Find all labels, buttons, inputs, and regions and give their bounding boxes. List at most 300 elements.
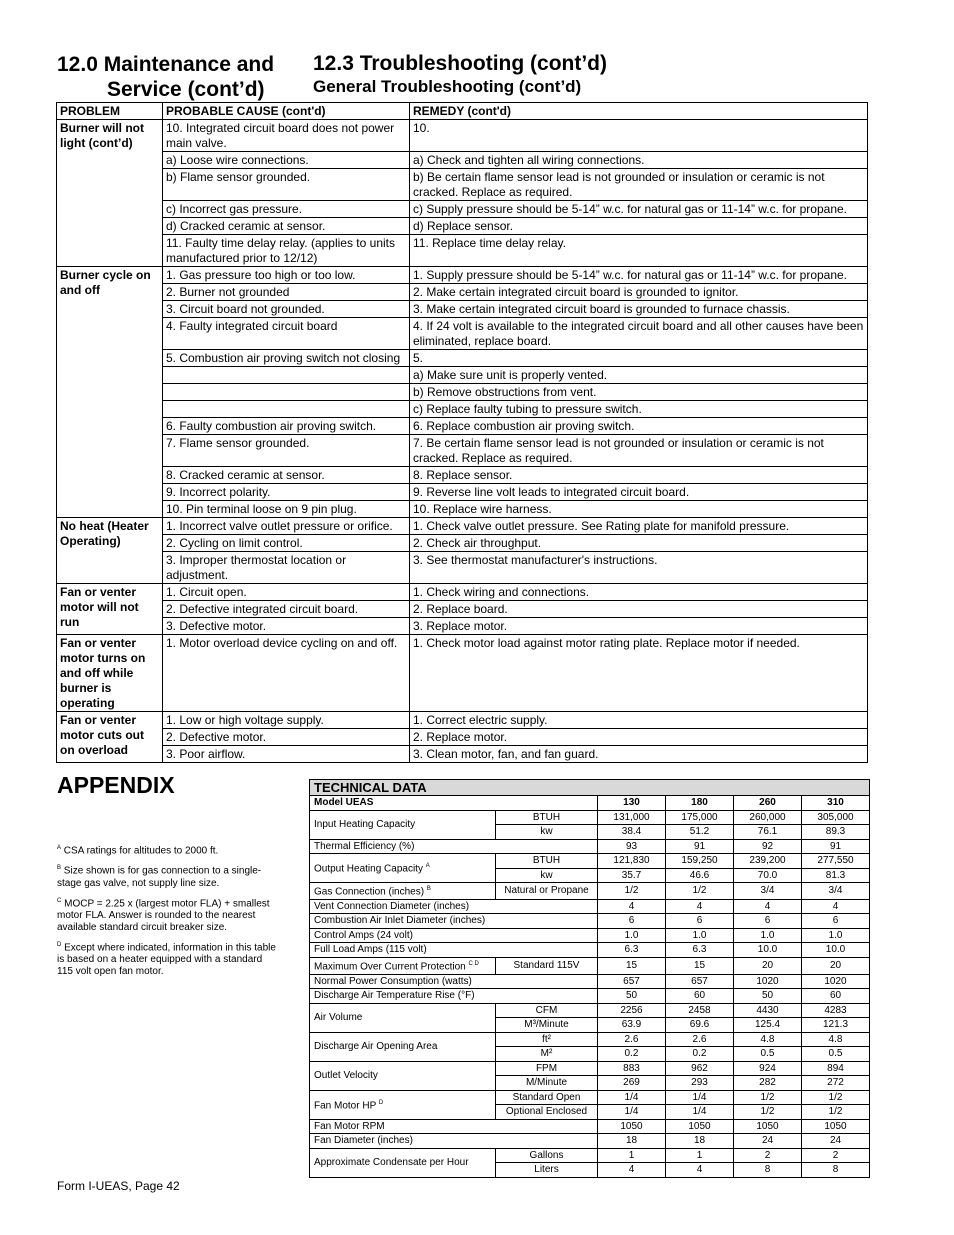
spec-value: 121,830 — [598, 854, 666, 869]
spec-value: 159,250 — [666, 854, 734, 869]
spec-value: 20 — [734, 957, 802, 974]
spec-row — [310, 914, 870, 929]
spec-value: 18 — [666, 1134, 734, 1149]
table-row — [57, 367, 868, 384]
technical-data-body — [310, 780, 870, 1178]
spec-value: 0.5 — [734, 1047, 802, 1062]
footnote — [57, 862, 279, 889]
section-title-line2: Service (cont’d) — [107, 78, 265, 101]
spec-label-text: Approximate Condensate per Hour — [314, 1156, 469, 1168]
table-row — [57, 301, 868, 318]
remedy-cell: 1. Check valve outlet pressure. See Rating plate for manifold pressure. — [410, 518, 868, 535]
footnote — [57, 895, 279, 934]
spec-value: 6 — [666, 914, 734, 929]
spec-row — [310, 957, 870, 974]
spec-value: 69.6 — [666, 1018, 734, 1033]
spec-value: 883 — [598, 1061, 666, 1076]
spec-value: 60 — [666, 989, 734, 1004]
spec-value: 91 — [802, 839, 870, 854]
spec-value: 60 — [802, 989, 870, 1004]
remedy-cell: 6. Replace combustion air proving switch. — [410, 418, 868, 435]
spec-label-text: Full Load Amps (115 volt) — [314, 944, 427, 956]
remedy-cell: 3. Clean motor, fan, and fan guard. — [410, 746, 868, 763]
spec-value: 1050 — [802, 1119, 870, 1134]
spec-value: 2.6 — [598, 1032, 666, 1047]
cause-cell: 1. Incorrect valve outlet pressure or orifice. — [163, 518, 410, 535]
spec-unit: Gallons — [496, 1148, 598, 1163]
remedy-cell: 8. Replace sensor. — [410, 467, 868, 484]
spec-value: 70.0 — [734, 868, 802, 883]
spec-row — [310, 1032, 870, 1047]
technical-data-table — [309, 779, 870, 1178]
table-row — [57, 729, 868, 746]
table-row — [57, 218, 868, 235]
table-row — [57, 120, 868, 152]
cause-cell — [163, 384, 410, 401]
remedy-cell: 11. Replace time delay relay. — [410, 235, 868, 267]
spec-footnote-mark: A — [425, 863, 430, 870]
cause-cell: 10. Pin terminal loose on 9 pin plug. — [163, 501, 410, 518]
spec-unit: kw — [496, 868, 598, 883]
spec-value: 1050 — [666, 1119, 734, 1134]
table-row — [57, 384, 868, 401]
spec-row — [310, 974, 870, 989]
spec-unit: Standard 115V — [496, 957, 598, 974]
spec-row — [310, 989, 870, 1004]
spec-value: 15 — [598, 957, 666, 974]
table-row — [57, 618, 868, 635]
remedy-cell: 5. — [410, 350, 868, 367]
spec-unit: FPM — [496, 1061, 598, 1076]
subsection-title-line1: 12.3 Troubleshooting (cont’d) — [313, 52, 607, 75]
spec-unit: Natural or Propane — [496, 883, 598, 900]
table-row — [57, 712, 868, 729]
table-row — [57, 552, 868, 584]
spec-value: 4.8 — [734, 1032, 802, 1047]
spec-value: 2 — [802, 1148, 870, 1163]
spec-label-text: Fan Motor RPM — [314, 1120, 385, 1132]
spec-label-text: Vent Connection Diameter (inches) — [314, 900, 470, 912]
footnote — [57, 939, 279, 978]
spec-label-text: Fan Diameter (inches) — [314, 1135, 413, 1147]
spec-unit: kw — [496, 825, 598, 840]
cause-cell: 10. Integrated circuit board does not power main valve. — [163, 120, 410, 152]
column-header-cause: PROBABLE CAUSE (cont'd) — [163, 103, 410, 120]
cause-cell: d) Cracked ceramic at sensor. — [163, 218, 410, 235]
spec-value: 18 — [598, 1134, 666, 1149]
spec-value: 51.2 — [666, 825, 734, 840]
spec-unit: M³/Minute — [496, 1018, 598, 1033]
spec-unit: M/Minute — [496, 1076, 598, 1091]
model-header: 180 — [666, 796, 734, 811]
table-row — [57, 484, 868, 501]
footnotes — [57, 842, 279, 983]
remedy-cell: 2. Replace motor. — [410, 729, 868, 746]
spec-value: 1/2 — [598, 883, 666, 900]
remedy-cell: 2. Check air throughput. — [410, 535, 868, 552]
spec-value: 15 — [666, 957, 734, 974]
spec-value: 272 — [802, 1076, 870, 1091]
spec-unit: Standard Open — [496, 1090, 598, 1105]
spec-unit: CFM — [496, 1003, 598, 1018]
spec-value: 4283 — [802, 1003, 870, 1018]
spec-value: 0.2 — [598, 1047, 666, 1062]
appendix-title: APPENDIX — [57, 772, 175, 798]
spec-row — [310, 928, 870, 943]
footnote-text: Size shown is for gas connection to a single-stage gas valve, not supply line size. — [57, 865, 262, 889]
footnote-mark: D — [57, 941, 62, 948]
spec-row — [310, 1003, 870, 1018]
cause-cell: 1. Circuit open. — [163, 584, 410, 601]
table-row — [57, 284, 868, 301]
cause-cell — [163, 367, 410, 384]
spec-value: 1/2 — [734, 1090, 802, 1105]
spec-footnote-mark: C D — [468, 960, 479, 967]
cause-cell: 2. Cycling on limit control. — [163, 535, 410, 552]
column-header-remedy: REMEDY (cont'd) — [410, 103, 868, 120]
spec-value: 1.0 — [802, 928, 870, 943]
spec-value: 6 — [802, 914, 870, 929]
problem-cell: Burner will not light (cont’d) — [57, 120, 163, 267]
spec-value: 81.3 — [802, 868, 870, 883]
spec-value: 962 — [666, 1061, 734, 1076]
spec-row — [310, 1061, 870, 1076]
section-title-line1: 12.0 Maintenance and — [57, 53, 275, 76]
spec-value: 20 — [802, 957, 870, 974]
spec-value: 2458 — [666, 1003, 734, 1018]
table-row — [57, 601, 868, 618]
cause-cell: 11. Faulty time delay relay. (applies to units manufactured prior to 12/12) — [163, 235, 410, 267]
spec-label — [310, 914, 598, 929]
spec-unit: M² — [496, 1047, 598, 1062]
table-row — [57, 467, 868, 484]
cause-cell: 9. Incorrect polarity. — [163, 484, 410, 501]
spec-label-text: Discharge Air Temperature Rise (°F) — [314, 990, 475, 1002]
cause-cell: 3. Improper thermostat location or adjustment. — [163, 552, 410, 584]
spec-value: 35.7 — [598, 868, 666, 883]
table-row — [57, 435, 868, 467]
spec-value: 1050 — [598, 1119, 666, 1134]
spec-unit: ft² — [496, 1032, 598, 1047]
spec-value: 282 — [734, 1076, 802, 1091]
spec-value: 4 — [598, 1163, 666, 1178]
spec-value: 1.0 — [598, 928, 666, 943]
spec-label — [310, 1134, 598, 1149]
table-row — [57, 350, 868, 367]
cause-cell: 2. Defective integrated circuit board. — [163, 601, 410, 618]
spec-value: 894 — [802, 1061, 870, 1076]
spec-value: 91 — [666, 839, 734, 854]
technical-data-title: TECHNICAL DATA — [310, 780, 870, 796]
spec-row — [310, 854, 870, 869]
model-header: 130 — [598, 796, 666, 811]
technical-data-title-row — [310, 780, 870, 796]
remedy-cell: 1. Check motor load against motor rating plate. Replace motor if needed. — [410, 635, 868, 712]
spec-label — [310, 899, 598, 914]
spec-row — [310, 839, 870, 854]
cause-cell: a) Loose wire connections. — [163, 152, 410, 169]
table-row — [57, 535, 868, 552]
spec-label-text: Air Volume — [314, 1011, 363, 1023]
footnote-text: CSA ratings for altitudes to 2000 ft. — [63, 845, 219, 857]
cause-cell: 5. Combustion air proving switch not closing — [163, 350, 410, 367]
spec-value: 121.3 — [802, 1018, 870, 1033]
troubleshooting-header-row — [57, 103, 868, 120]
remedy-cell: 4. If 24 volt is available to the integrated circuit board and all other causes have been eliminated, replace board. — [410, 318, 868, 350]
remedy-cell: 2. Replace board. — [410, 601, 868, 618]
spec-row — [310, 1119, 870, 1134]
spec-value: 4 — [734, 899, 802, 914]
spec-label-text: Discharge Air Opening Area — [314, 1040, 438, 1052]
subsection-title-line2: General Troubleshooting (cont’d) — [313, 77, 582, 96]
remedy-cell: a) Check and tighten all wiring connections. — [410, 152, 868, 169]
spec-value: 260,000 — [734, 810, 802, 825]
spec-label — [310, 989, 598, 1004]
spec-label-text: Input Heating Capacity — [314, 818, 416, 830]
spec-value: 4 — [598, 899, 666, 914]
table-row — [57, 418, 868, 435]
spec-value: 4430 — [734, 1003, 802, 1018]
spec-value: 924 — [734, 1061, 802, 1076]
cause-cell: 2. Defective motor. — [163, 729, 410, 746]
spec-value: 1 — [666, 1148, 734, 1163]
spec-label — [310, 883, 496, 900]
spec-value: 277,550 — [802, 854, 870, 869]
spec-unit: BTUH — [496, 810, 598, 825]
spec-label — [310, 1061, 496, 1090]
spec-label — [310, 1148, 496, 1177]
remedy-cell: 1. Correct electric supply. — [410, 712, 868, 729]
spec-value: 1.0 — [734, 928, 802, 943]
remedy-cell: 2. Make certain integrated circuit board is grounded to ignitor. — [410, 284, 868, 301]
page-footer: Form I-UEAS, Page 42 — [57, 1179, 180, 1193]
spec-value: 10.0 — [734, 943, 802, 958]
spec-value: 1/2 — [666, 883, 734, 900]
spec-value: 4 — [666, 1163, 734, 1178]
spec-label — [310, 928, 598, 943]
remedy-cell: 1. Supply pressure should be 5-14” w.c. for natural gas or 11-14” w.c. for propane. — [410, 267, 868, 284]
cause-cell: 8. Cracked ceramic at sensor. — [163, 467, 410, 484]
spec-value: 6.3 — [598, 943, 666, 958]
table-row — [57, 401, 868, 418]
spec-value: 8 — [734, 1163, 802, 1178]
spec-row — [310, 1148, 870, 1163]
cause-cell: 3. Poor airflow. — [163, 746, 410, 763]
spec-label-text: Combustion Air Inlet Diameter (inches) — [314, 915, 486, 927]
cause-cell: c) Incorrect gas pressure. — [163, 201, 410, 218]
remedy-cell: 7. Be certain flame sensor lead is not grounded or insulation or ceramic is not cracked. Replace as required. — [410, 435, 868, 467]
cause-cell: 3. Circuit board not grounded. — [163, 301, 410, 318]
spec-value: 657 — [666, 974, 734, 989]
spec-label — [310, 1090, 496, 1119]
remedy-cell: c) Supply pressure should be 5-14” w.c. for natural gas or 11-14” w.c. for propane. — [410, 201, 868, 218]
table-row — [57, 318, 868, 350]
spec-value: 6.3 — [666, 943, 734, 958]
spec-value: 76.1 — [734, 825, 802, 840]
spec-value: 1020 — [734, 974, 802, 989]
spec-unit: Liters — [496, 1163, 598, 1178]
remedy-cell: 10. Replace wire harness. — [410, 501, 868, 518]
table-row — [57, 152, 868, 169]
spec-value: 1050 — [734, 1119, 802, 1134]
spec-value: 4 — [666, 899, 734, 914]
spec-value: 50 — [734, 989, 802, 1004]
spec-value: 8 — [802, 1163, 870, 1178]
spec-row — [310, 1090, 870, 1105]
spec-row — [310, 883, 870, 900]
spec-label — [310, 1119, 598, 1134]
spec-label-text: Maximum Over Current Protection — [314, 961, 466, 973]
footnote-mark: A — [57, 845, 62, 851]
spec-value: 0.5 — [802, 1047, 870, 1062]
spec-value: 125.4 — [734, 1018, 802, 1033]
spec-unit: Optional Enclosed — [496, 1105, 598, 1120]
spec-value: 24 — [734, 1134, 802, 1149]
cause-cell: 3. Defective motor. — [163, 618, 410, 635]
spec-value: 131,000 — [598, 810, 666, 825]
spec-value: 89.3 — [802, 825, 870, 840]
cause-cell: 2. Burner not grounded — [163, 284, 410, 301]
table-row — [57, 235, 868, 267]
spec-value: 1/2 — [802, 1105, 870, 1120]
spec-label — [310, 943, 598, 958]
troubleshooting-table — [56, 102, 868, 763]
spec-label-text: Gas Connection (inches) — [314, 886, 425, 898]
spec-value: 4.8 — [802, 1032, 870, 1047]
cause-cell: 7. Flame sensor grounded. — [163, 435, 410, 467]
cause-cell — [163, 401, 410, 418]
spec-value: 2.6 — [666, 1032, 734, 1047]
spec-value: 1/4 — [666, 1105, 734, 1120]
spec-value: 269 — [598, 1076, 666, 1091]
cause-cell: 4. Faulty integrated circuit board — [163, 318, 410, 350]
model-header: 310 — [802, 796, 870, 811]
problem-cell: Burner cycle on and off — [57, 267, 163, 518]
spec-unit: BTUH — [496, 854, 598, 869]
spec-label-text: Thermal Efficiency (%) — [314, 840, 415, 852]
spec-value: 1/2 — [802, 1090, 870, 1105]
spec-footnote-mark: D — [378, 1099, 384, 1106]
spec-value: 1/4 — [666, 1090, 734, 1105]
cause-cell: 6. Faulty combustion air proving switch. — [163, 418, 410, 435]
spec-value: 3/4 — [802, 883, 870, 900]
spec-label-text: Fan Motor HP — [314, 1100, 377, 1112]
table-row — [57, 267, 868, 284]
remedy-cell: c) Replace faulty tubing to pressure switch. — [410, 401, 868, 418]
spec-value: 50 — [598, 989, 666, 1004]
problem-cell: Fan or venter motor will not run — [57, 584, 163, 635]
spec-value: 24 — [802, 1134, 870, 1149]
model-label: Model UEAS — [310, 796, 598, 811]
spec-value: 93 — [598, 839, 666, 854]
cause-cell: 1. Low or high voltage supply. — [163, 712, 410, 729]
spec-label — [310, 1003, 496, 1032]
spec-value: 1/4 — [598, 1105, 666, 1120]
table-row — [57, 635, 868, 712]
table-row — [57, 518, 868, 535]
spec-value: 1/4 — [598, 1090, 666, 1105]
spec-value: 2256 — [598, 1003, 666, 1018]
remedy-cell: d) Replace sensor. — [410, 218, 868, 235]
spec-row — [310, 810, 870, 825]
spec-value: 1 — [598, 1148, 666, 1163]
spec-value: 92 — [734, 839, 802, 854]
remedy-cell: a) Make sure unit is properly vented. — [410, 367, 868, 384]
remedy-cell: 1. Check wiring and connections. — [410, 584, 868, 601]
table-row — [57, 501, 868, 518]
spec-label-text: Outlet Velocity — [314, 1069, 378, 1081]
spec-value: 239,200 — [734, 854, 802, 869]
spec-footnote-mark: B — [426, 886, 431, 892]
subsection-title — [313, 52, 607, 98]
footnote — [57, 842, 279, 857]
footnote-text: MOCP = 2.25 x (largest motor FLA) + smallest motor FLA. Answer is rounded to the nearest available standard circuit breaker size. — [57, 897, 270, 933]
spec-value: 46.6 — [666, 868, 734, 883]
remedy-cell: b) Be certain flame sensor lead is not grounded or insulation or ceramic is not cracked. Replace as required. — [410, 169, 868, 201]
spec-value: 657 — [598, 974, 666, 989]
table-row — [57, 584, 868, 601]
spec-label — [310, 839, 598, 854]
troubleshooting-body — [57, 120, 868, 763]
remedy-cell: 3. Replace motor. — [410, 618, 868, 635]
footnote-mark: C — [57, 897, 62, 904]
spec-label-text: Output Heating Capacity — [314, 863, 423, 875]
spec-value: 10.0 — [802, 943, 870, 958]
footnote-mark: B — [57, 865, 62, 872]
section-title — [57, 52, 274, 102]
spec-label-text: Normal Power Consumption (watts) — [314, 975, 472, 987]
remedy-cell: 9. Reverse line volt leads to integrated circuit board. — [410, 484, 868, 501]
spec-value: 38.4 — [598, 825, 666, 840]
remedy-cell: 3. Make certain integrated circuit board is grounded to furnace chassis. — [410, 301, 868, 318]
problem-cell: Fan or venter motor turns on and off while burner is operating — [57, 635, 163, 712]
spec-label — [310, 810, 496, 839]
spec-label — [310, 854, 496, 883]
spec-value: 305,000 — [802, 810, 870, 825]
remedy-cell: 3. See thermostat manufacturer's instructions. — [410, 552, 868, 584]
spec-value: 1020 — [802, 974, 870, 989]
cause-cell: b) Flame sensor grounded. — [163, 169, 410, 201]
footnote-text: Except where indicated, information in this table is based on a heater equipped with a standard 115 volt open fan motor. — [57, 942, 276, 978]
cause-cell: 1. Gas pressure too high or too low. — [163, 267, 410, 284]
spec-label — [310, 957, 496, 974]
spec-value: 1/2 — [734, 1105, 802, 1120]
spec-row — [310, 899, 870, 914]
table-row — [57, 169, 868, 201]
spec-value: 1.0 — [666, 928, 734, 943]
remedy-cell: b) Remove obstructions from vent. — [410, 384, 868, 401]
spec-value: 3/4 — [734, 883, 802, 900]
cause-cell: 1. Motor overload device cycling on and off. — [163, 635, 410, 712]
spec-value: 63.9 — [598, 1018, 666, 1033]
model-header: 260 — [734, 796, 802, 811]
model-row — [310, 796, 870, 811]
spec-label — [310, 974, 598, 989]
spec-label-text: Control Amps (24 volt) — [314, 929, 413, 941]
problem-cell: No heat (Heater Operating) — [57, 518, 163, 584]
spec-value: 2 — [734, 1148, 802, 1163]
remedy-cell: 10. — [410, 120, 868, 152]
spec-value: 4 — [802, 899, 870, 914]
spec-row — [310, 1134, 870, 1149]
problem-cell: Fan or venter motor cuts out on overload — [57, 712, 163, 763]
column-header-problem: PROBLEM — [57, 103, 163, 120]
table-row — [57, 201, 868, 218]
spec-value: 6 — [598, 914, 666, 929]
spec-row — [310, 943, 870, 958]
spec-label — [310, 1032, 496, 1061]
spec-value: 0.2 — [666, 1047, 734, 1062]
